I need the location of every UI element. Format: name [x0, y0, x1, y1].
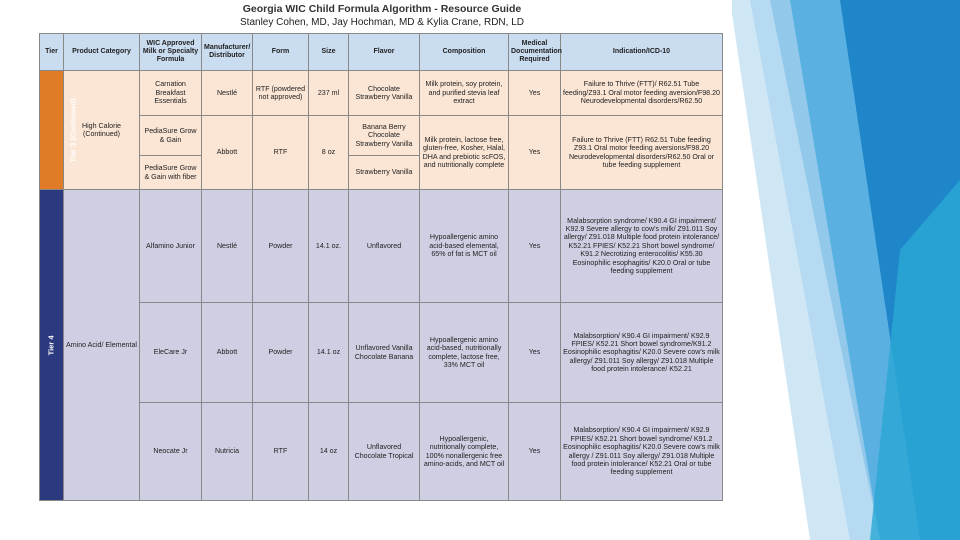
composition: Hypoallergenic, nutritionally complete, 100% nonallergenic free amino-acids, and MCT oil [420, 403, 509, 501]
table-row [40, 190, 723, 303]
col-header-manufacturer: Manufacturer/ Distributor [202, 34, 253, 71]
product-name: PediaSure Grow & Gain [140, 116, 202, 156]
product-name: PediaSure Grow & Gain with fiber [140, 156, 202, 190]
flavor: Strawberry Vanilla [349, 156, 420, 190]
manufacturer: Abbott [202, 116, 253, 190]
col-header-composition: Composition [420, 34, 509, 71]
flavor: Unflavored [349, 190, 420, 303]
document-authors: Stanley Cohen, MD, Jay Hochman, MD & Kylia Crane, RDN, LD [240, 17, 524, 28]
table-row [40, 116, 723, 156]
product-name: Carnation Breakfast Essentials [140, 71, 202, 116]
flavor: Unflavored Chocolate Tropical [349, 403, 420, 501]
col-header-flavor: Flavor [349, 34, 420, 71]
form: RTF [253, 116, 309, 190]
indication: Malabsorption/ K90.4 GI impairment/ K92.9 FPIES/ K52.21 Short bowel syndrome/K91.2 Eosinophilic esophagitis/ K20.0 Severe cow's milk allergy/ Z91.011 Soy allergy/ Z91.018 Multiple food protein intolerance/ K52.21 [561, 303, 723, 403]
col-header-category: Product Category [64, 34, 140, 71]
indication: Malabsorption/ K90.4 GI impairment/ K92.9 FPIES/ K52.21 Short bowel syndrome/ K91.2 Eosinophilic esophagitis/ K20.0 Severe cow's milk allergy / Z91.011 Soy allergy/ Z91.018 Multiple food protein intolerance/ K52.21 Oral or tube feeding supplement [561, 403, 723, 501]
tier4-category: Amino Acid/ Elemental [64, 190, 140, 501]
composition: Hypoallergenic amino acid-based, nutritionally complete, lactose free, 33% MCT oil [420, 303, 509, 403]
table-row [40, 403, 723, 501]
manufacturer: Nestlé [202, 190, 253, 303]
composition: Hypoallergenic amino acid-based elemental, 65% of fat is MCT oil [420, 190, 509, 303]
docs-required: Yes [509, 116, 561, 190]
formula-table [39, 33, 723, 501]
col-header-size: Size [309, 34, 349, 71]
tier3-category: High Calorie (Continued) [64, 71, 140, 190]
docs-required: Yes [509, 71, 561, 116]
col-header-product: WIC Approved Milk or Specialty Formula [140, 34, 202, 71]
table-header-row [40, 34, 723, 71]
form: RTF (powdered not approved) [253, 71, 309, 116]
form: Powder [253, 303, 309, 403]
size: 14 oz [309, 403, 349, 501]
flavor: Banana Berry Chocolate Strawberry Vanilla [349, 116, 420, 156]
document-title: Georgia WIC Child Formula Algorithm - Resource Guide [242, 3, 522, 15]
form: Powder [253, 190, 309, 303]
flavor: Chocolate Strawberry Vanilla [349, 71, 420, 116]
product-name: Neocate Jr [140, 403, 202, 501]
size: 237 ml [309, 71, 349, 116]
col-header-form: Form [253, 34, 309, 71]
table-row [40, 71, 723, 116]
composition: Milk protein, soy protein, and purified stevia leaf extract [420, 71, 509, 116]
tier3-label-cell [40, 71, 78, 190]
col-header-docs: Medical Documentation Required [509, 34, 561, 71]
size: 8 oz [309, 116, 349, 190]
indication: Malabsorption syndrome/ K90.4 GI impairment/ K92.9 Severe allergy to cow's milk/ Z91.011 Soy allergy/ Z91.018 Multiple food protein intolerance/ K52.21 FPIES/ K52.21 Short bowel syndrome/ K91.2 Necrotizing enterocolitis/ K55.30 Eosinophilic esophagitis/ K20.0 Oral or tube feeding supplement [561, 190, 723, 303]
product-name: EleCare Jr [140, 303, 202, 403]
product-name: Alfamino Junior [140, 190, 202, 303]
col-header-tier: Tier [40, 34, 64, 71]
document-page [32, 0, 732, 528]
decorative-background-shapes [730, 0, 960, 540]
manufacturer: Abbott [202, 303, 253, 403]
manufacturer: Nestlé [202, 71, 253, 116]
table-row [40, 303, 723, 403]
size: 14.1 oz. [309, 190, 349, 303]
manufacturer: Nutricia [202, 403, 253, 501]
docs-required: Yes [509, 403, 561, 501]
composition: Milk protein, lactose free, gluten-free, Kosher, Halal, DHA and prebiotic scFOS, and nutritionally complete [420, 116, 509, 190]
docs-required: Yes [509, 303, 561, 403]
tier4-label-cell [40, 190, 64, 501]
tier4-label: Tier 4 [46, 335, 56, 355]
indication: Failure to Thrive (FTT) R62.51 Tube feeding Z93.1 Oral motor feeding aversions/F98.20 Neurodevelopmental disorders/R62.50 Oral or tube feeding supplement [561, 116, 723, 190]
flavor: Unflavored Vanilla Chocolate Banana [349, 303, 420, 403]
form: RTF [253, 403, 309, 501]
size: 14.1 oz [309, 303, 349, 403]
docs-required: Yes [509, 190, 561, 303]
col-header-indication: Indication/ICD-10 [561, 34, 723, 71]
tier3-label: Tier 3 (Continued) [68, 97, 78, 163]
indication: Failure to Thrive (FTT)/ R62.51 Tube feeding/Z93.1 Oral motor feeding aversion/F98.20 Neurodevelopmental disorders/R62.50 [561, 71, 723, 116]
